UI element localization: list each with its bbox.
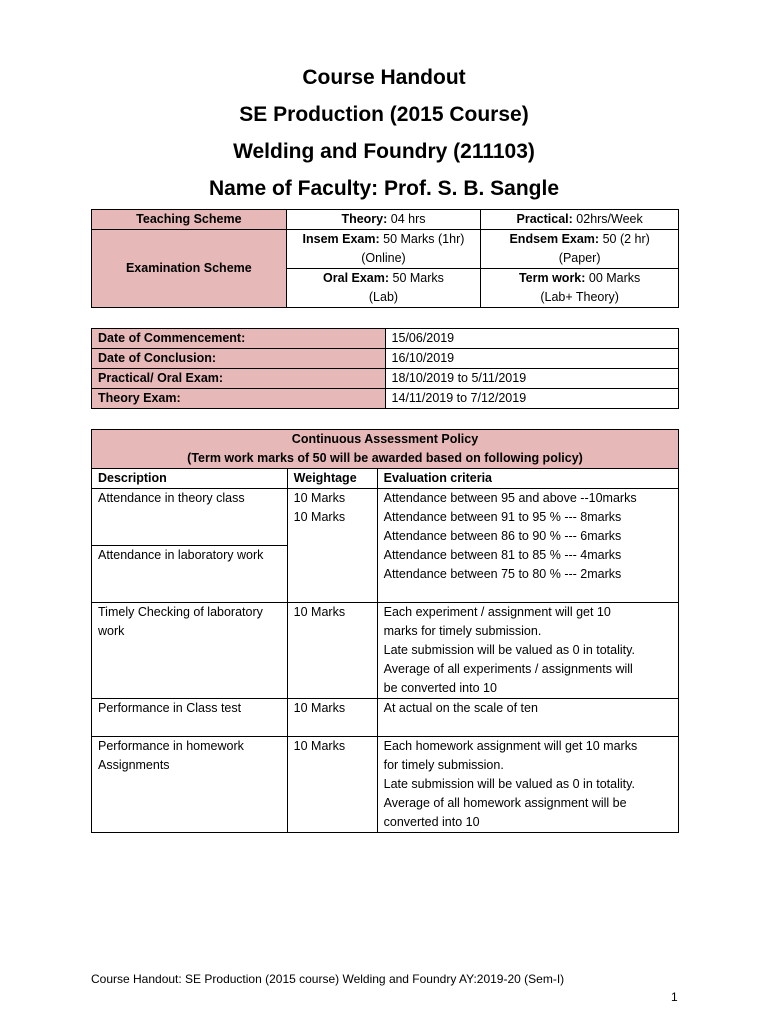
class-test-weightage: 10 Marks <box>287 699 377 737</box>
attendance-theory-desc: Attendance in theory class <box>92 489 288 546</box>
date-value: 14/11/2019 to 7/12/2019 <box>385 389 678 409</box>
homework-weightage: 10 Marks <box>287 737 377 833</box>
teaching-scheme-label: Teaching Scheme <box>92 210 287 230</box>
date-value: 15/06/2019 <box>385 329 678 349</box>
theory-hours: Theory: 04 hrs <box>286 210 481 230</box>
col-weightage: Weightage <box>287 469 377 489</box>
dates-table <box>91 328 679 409</box>
date-value: 18/10/2019 to 5/11/2019 <box>385 369 678 389</box>
class-test-criteria: At actual on the scale of ten <box>377 699 678 737</box>
lab-checking-desc: Timely Checking of laboratory work <box>92 603 288 699</box>
lab-checking-criteria: Each experiment / assignment will get 10 marks for timely submission. Late submission will be valued as 0 in totality. Average of all experiments / assignments will be converted into 10 <box>377 603 678 699</box>
course-name: SE Production (2015 Course) <box>239 103 529 126</box>
col-description: Description <box>92 469 288 489</box>
attendance-lab-desc: Attendance in laboratory work <box>92 546 288 603</box>
term-work: Term work: 00 Marks (Lab+ Theory) <box>481 269 679 308</box>
oral-exam: Oral Exam: 50 Marks (Lab) <box>286 269 481 308</box>
date-label: Theory Exam: <box>92 389 386 409</box>
page-footer: Course Handout: SE Production (2015 course) Welding and Foundry AY:2019-20 (Sem-I) <box>91 972 565 986</box>
col-criteria: Evaluation criteria <box>377 469 678 489</box>
policy-title: Continuous Assessment Policy (Term work marks of 50 will be awarded based on following policy) <box>92 430 679 469</box>
class-test-desc: Performance in Class test <box>92 699 288 737</box>
attendance-criteria: Attendance between 95 and above --10marks Attendance between 91 to 95 % --- 8marks Attendance between 86 to 90 % --- 6marks Attendance between 81 to 85 % --- 4marks Attendance between 75 to 80 % --- 2marks <box>377 489 678 603</box>
scheme-table <box>91 209 679 308</box>
doc-title: Course Handout <box>302 66 466 89</box>
attendance-weightage: 10 Marks 10 Marks <box>287 489 377 603</box>
endsem-exam: Endsem Exam: 50 (2 hr) (Paper) <box>481 230 679 269</box>
date-value: 16/10/2019 <box>385 349 678 369</box>
date-label: Practical/ Oral Exam: <box>92 369 386 389</box>
lab-checking-weightage: 10 Marks <box>287 603 377 699</box>
subject-name: Welding and Foundry (211103) <box>233 140 535 163</box>
examination-scheme-label: Examination Scheme <box>92 230 287 308</box>
homework-criteria: Each homework assignment will get 10 marks for timely submission. Late submission will be valued as 0 in totality. Average of all homework assignment will be converted into 10 <box>377 737 678 833</box>
page-number: 1 <box>671 990 678 1004</box>
date-label: Date of Commencement: <box>92 329 386 349</box>
document-header <box>0 62 768 210</box>
insem-exam: Insem Exam: 50 Marks (1hr) (Online) <box>286 230 481 269</box>
assessment-policy-table <box>91 429 679 833</box>
practical-hours: Practical: 02hrs/Week <box>481 210 679 230</box>
homework-desc: Performance in homework Assignments <box>92 737 288 833</box>
faculty-name: Name of Faculty: Prof. S. B. Sangle <box>208 177 560 200</box>
date-label: Date of Conclusion: <box>92 349 386 369</box>
